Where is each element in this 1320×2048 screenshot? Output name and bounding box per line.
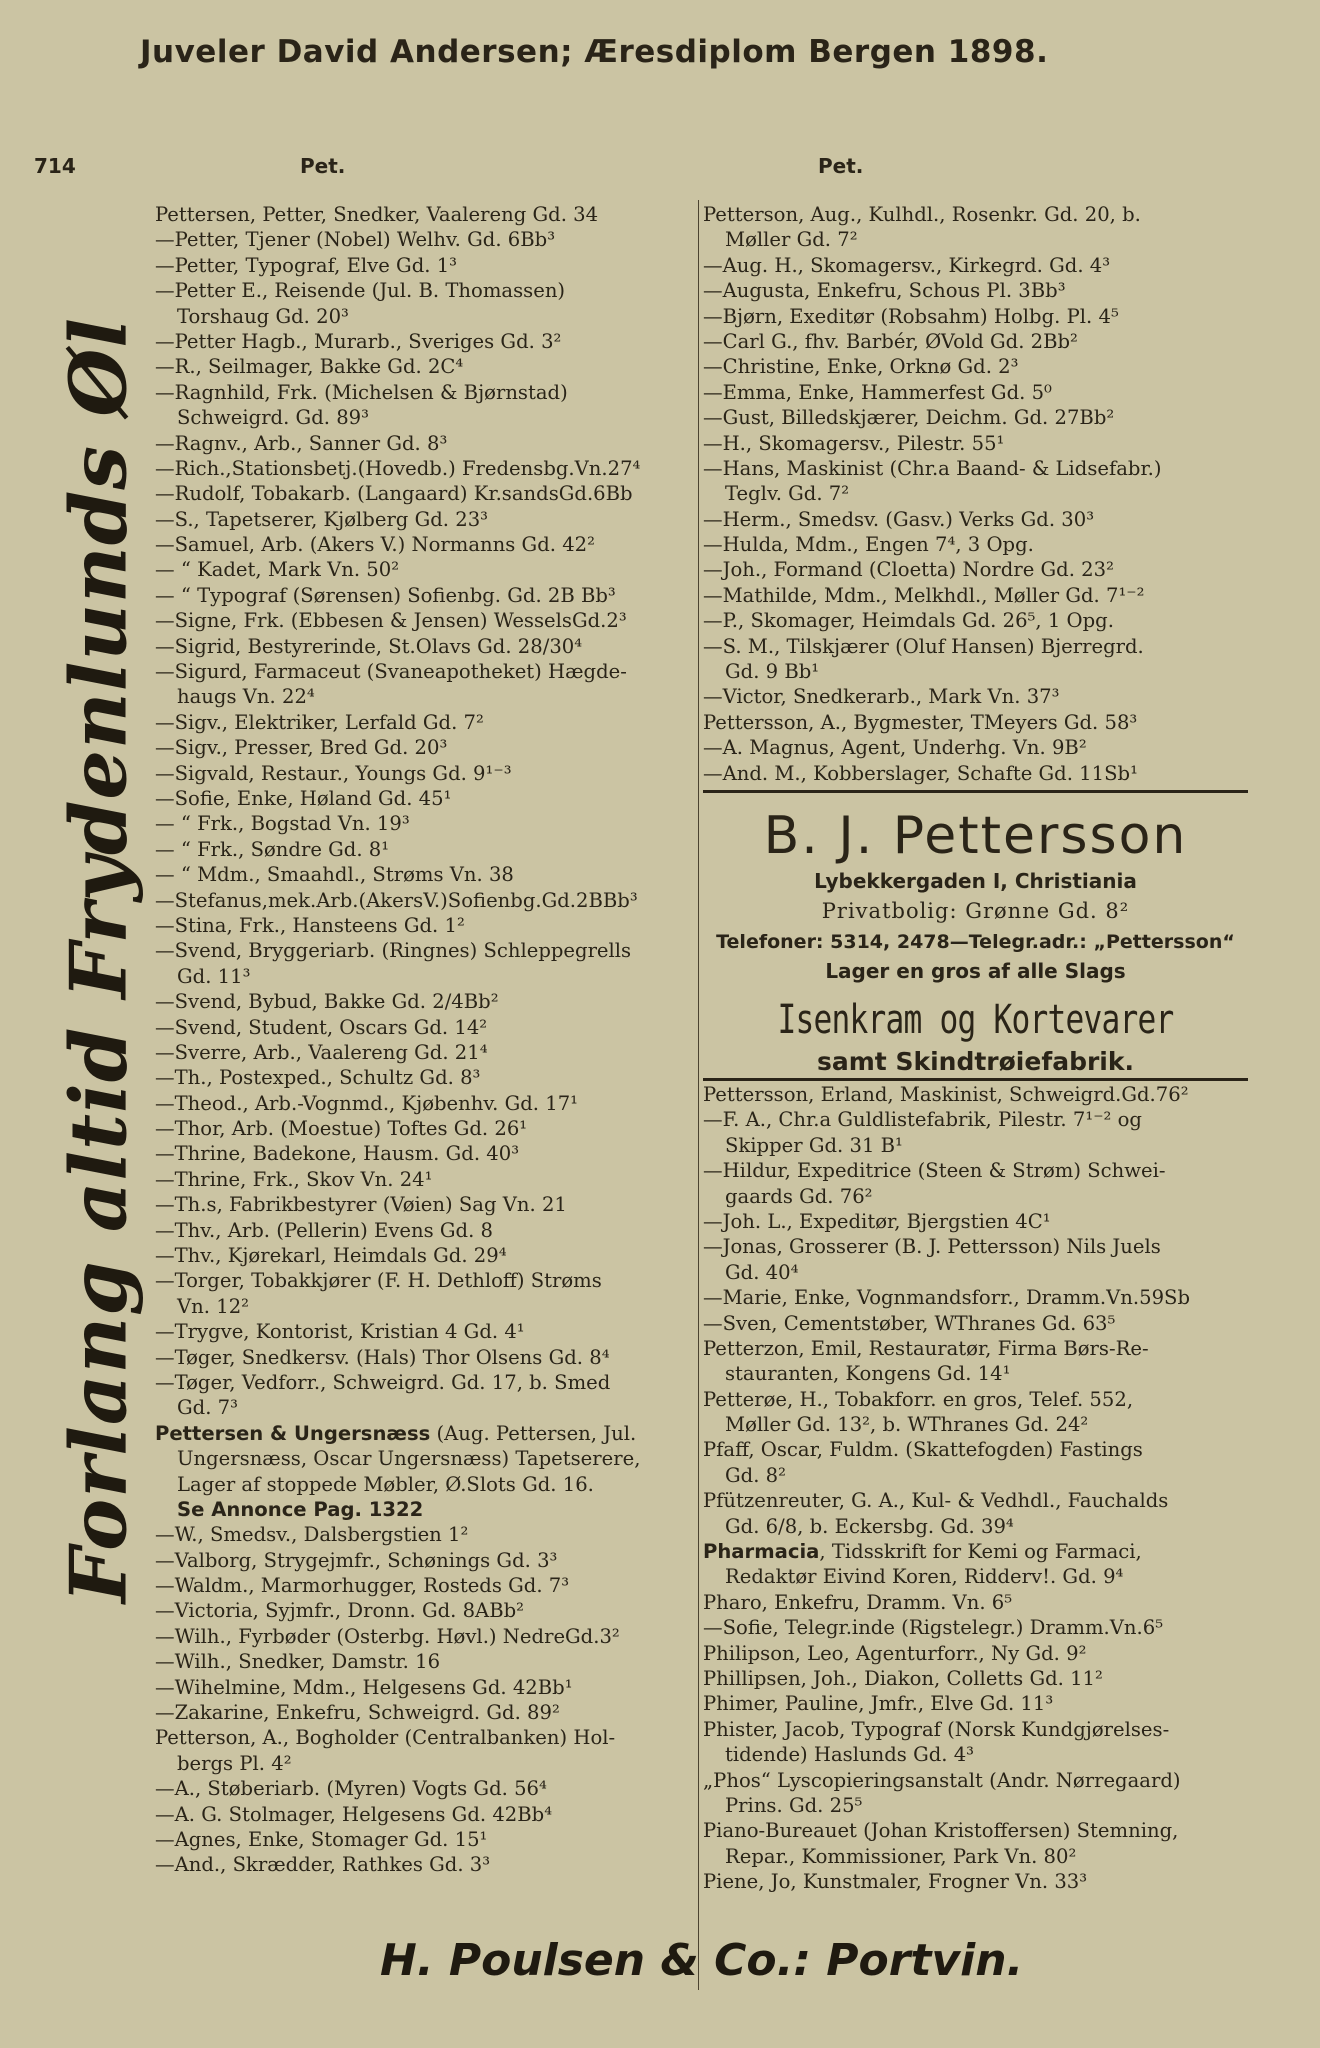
entry-text: —Samuel, Arb. (Akers V.) Normanns Gd. 42² [155, 533, 595, 557]
entry-text: —Thrine, Badekone, Hausm. Gd. 40³ [155, 1142, 520, 1166]
directory-line [703, 405, 1248, 430]
entry-text: —And., Skrædder, Rathkes Gd. 3³ [155, 1853, 491, 1877]
directory-line [155, 862, 695, 887]
entry-text: —Petter E., Reisende (Jul. B. Thomassen) [155, 279, 566, 303]
directory-line [703, 1412, 1248, 1437]
banner-diploma: Æresdiplom Bergen 1898. [584, 34, 1049, 70]
entry-text: —Sigv., Presser, Bred Gd. 20³ [155, 736, 448, 760]
directory-line [155, 1395, 695, 1420]
directory-line [703, 1768, 1248, 1793]
directory-line [703, 1539, 1248, 1564]
directory-line [155, 456, 695, 481]
entry-text: —Stina, Frk., Hansteens Gd. 1² [155, 913, 465, 937]
entry-text: —Thv., Kjørekarl, Heimdals Gd. 29⁴ [155, 1244, 507, 1268]
entry-text: —Thor, Arb. (Moestue) Toftes Gd. 26¹ [155, 1117, 528, 1141]
directory-line [155, 304, 695, 329]
entry-text: —A. G. Stolmager, Helgesens Gd. 42Bb⁴ [155, 1802, 553, 1826]
entry-text: Teglv. Gd. 7² [725, 482, 850, 506]
entry-text: Pettersen, Petter, Snedker, Vaalereng Gd. 34 [155, 203, 599, 226]
entry-text: — “ Kadet, Mark Vn. 50² [155, 558, 400, 582]
directory-line [155, 1167, 695, 1192]
directory-line [155, 786, 695, 811]
directory-line [155, 202, 695, 227]
entry-text: —Tøger, Vedforr., Schweigrd. Gd. 17, b. Smed [155, 1370, 611, 1394]
directory-line [155, 329, 695, 354]
ad-company-name: B. J. Pettersson [763, 806, 1188, 866]
entry-text: Gd. 8² [725, 1463, 786, 1487]
entry-text: —Victor, Snedkerarb., Mark Vn. 37³ [703, 685, 1060, 709]
directory-line [155, 1624, 695, 1649]
entry-text: Vn. 12² [177, 1294, 250, 1318]
directory-line [703, 1666, 1248, 1691]
entry-text: —Petter Hagb., Murarb., Sveriges Gd. 3² [155, 329, 562, 353]
entry-text: Pettersson, Erland, Maskinist, Schweigrd.Gd.76² [703, 1083, 1189, 1106]
directory-line [703, 1818, 1248, 1843]
directory-line [703, 1564, 1248, 1589]
directory-line [703, 1590, 1248, 1615]
entry-text: —Thv., Arb. (Pellerin) Evens Gd. 8 [155, 1218, 494, 1242]
directory-line [703, 481, 1248, 506]
entry-text: —Svend, Bybud, Bakke Gd. 2/4Bb² [155, 990, 499, 1014]
entry-text: gaards Gd. 76² [725, 1184, 873, 1208]
directory-line [155, 1268, 695, 1293]
directory-line [703, 583, 1248, 608]
entry-text: —Zakarine, Enkefru, Schweigrd. Gd. 89² [155, 1701, 560, 1725]
entry-text: —Sigrid, Bestyrerinde, St.Olavs Gd. 28/30⁴ [155, 634, 583, 658]
directory-line [703, 1107, 1248, 1132]
directory-line [703, 1437, 1248, 1462]
entry-text: —W., Smedsv., Dalsbergstien 1² [155, 1523, 469, 1547]
directory-line [155, 1548, 695, 1573]
entry-text: —P., Skomager, Heimdals Gd. 26⁵, 1 Opg. [703, 609, 1114, 633]
entry-text: —Torger, Tobakkjører (F. H. Dethloff) Strøms [155, 1269, 602, 1293]
directory-line [703, 1336, 1248, 1361]
entry-text: — “ Typograf (Sørensen) Sofienbg. Gd. 2B Bb³ [155, 583, 616, 607]
entry-text: —Th.s, Fabrikbestyrer (Vøien) Sag Vn. 21 [155, 1193, 567, 1217]
right-column-top [703, 202, 1248, 786]
directory-line [703, 1311, 1248, 1336]
entry-text: —Theod., Arb.-Vognmd., Kjøbenhv. Gd. 17¹ [155, 1091, 579, 1115]
directory-line [155, 608, 695, 633]
directory-line [703, 1184, 1248, 1209]
directory-line [155, 1725, 695, 1750]
directory-line [703, 1260, 1248, 1285]
entry-text: —Wilh., Snedker, Damstr. 16 [155, 1650, 441, 1674]
entry-text: Gd. 7³ [177, 1396, 238, 1420]
directory-line [155, 1015, 695, 1040]
entry-text: Schweigrd. Gd. 89³ [177, 406, 369, 430]
directory-line [155, 634, 695, 659]
directory-line [155, 1141, 695, 1166]
directory-line [703, 1082, 1248, 1107]
directory-line [155, 1421, 695, 1446]
entry-text: stauranten, Kongens Gd. 14¹ [725, 1362, 1011, 1386]
ad-address: Lybekkergaden I, Christiania [814, 869, 1137, 893]
directory-line [155, 557, 695, 582]
directory-line [155, 888, 695, 913]
entry-text: Skipper Gd. 31 B¹ [725, 1133, 903, 1157]
entry-text: —Ragnhild, Frk. (Michelsen & Bjørnstad) [155, 380, 568, 404]
directory-line [703, 684, 1248, 709]
directory-line [155, 913, 695, 938]
ad-goods: Isenkram og Kortevarer [777, 997, 1174, 1043]
directory-line [155, 1675, 695, 1700]
entry-text: Pettersson, A., Bygmester, TMeyers Gd. 58³ [703, 710, 1138, 734]
directory-line [155, 1649, 695, 1674]
directory-line [703, 761, 1248, 786]
entry-text: Pharo, Enkefru, Dramm. Vn. 6⁵ [703, 1590, 1013, 1614]
entry-text: „Phos“ Lyscopieringsanstalt (Andr. Nørregaard) [703, 1768, 1181, 1792]
entry-text: Philipson, Leo, Agenturforr., Ny Gd. 9² [703, 1641, 1087, 1665]
entry-text: Phimer, Pauline, Jmfr., Elve Gd. 11³ [703, 1692, 1054, 1716]
entry-text: Piene, Jo, Kunstmaler, Frogner Vn. 33³ [703, 1870, 1088, 1894]
ad-stock: Lager en gros af alle Slags [825, 959, 1126, 983]
directory-line [703, 710, 1248, 735]
directory-line [155, 989, 695, 1014]
page-number: 714 [34, 154, 76, 178]
directory-line [703, 1361, 1248, 1386]
directory-line [155, 1446, 695, 1471]
entry-text: —Ragnv., Arb., Sanner Gd. 8³ [155, 431, 448, 455]
entry-text: Gd. 11³ [177, 964, 251, 988]
running-head-right: Pet. [818, 154, 864, 178]
entry-text: Repar., Kommissioner, Park Vn. 80² [725, 1844, 1077, 1868]
directory-line [155, 710, 695, 735]
entry-text: Gd. 6/8, b. Eckersbg. Gd. 39⁴ [725, 1514, 1014, 1538]
directory-line [155, 735, 695, 760]
entry-text: —Sigv., Elektriker, Lerfald Gd. 7² [155, 710, 484, 734]
directory-line [703, 354, 1248, 379]
directory-line [703, 1158, 1248, 1183]
directory-line [703, 304, 1248, 329]
entry-text: —Hildur, Expeditrice (Steen & Strøm) Schwei- [703, 1159, 1166, 1183]
directory-line [155, 278, 695, 303]
directory-line [703, 1869, 1248, 1894]
directory-line [703, 278, 1248, 303]
entry-text: Ungersnæss, Oscar Ungersnæss) Tapetserere, [177, 1447, 641, 1471]
directory-line [155, 380, 695, 405]
directory-line [703, 253, 1248, 278]
entry-text: Lager af stoppede Møbler, Ø.Slots Gd. 16. [177, 1472, 594, 1496]
entry-text: —S. M., Tilskjærer (Oluf Hansen) Bjerregrd. [703, 634, 1144, 658]
entry-text: —Signe, Frk. (Ebbesen & Jensen) WesselsGd.2³ [155, 609, 627, 633]
entry-text: Torshaug Gd. 20³ [177, 304, 349, 328]
entry-text: —H., Skomagersv., Pilestr. 55¹ [703, 431, 1005, 455]
entry-text: —Rich.,Stationsbetj.(Hovedb.) Fredensbg.Vn.27⁴ [155, 456, 641, 480]
entry-text: — “ Mdm., Smaahdl., Strøms Vn. 38 [155, 863, 514, 887]
entry-text: — “ Frk., Bogstad Vn. 19³ [155, 812, 410, 836]
ad-telephone: Telefoner: 5314, 2478—Telegr.adr.: „Pettersson“ [716, 931, 1235, 953]
entry-text: —Hulda, Mdm., Engen 7⁴, 3 Opg. [703, 533, 1034, 557]
running-head-left: Pet. [300, 154, 346, 178]
directory-line [703, 1793, 1248, 1818]
entry-text: —Joh., Formand (Cloetta) Nordre Gd. 23² [703, 558, 1114, 582]
entry-text: —Trygve, Kontorist, Kristian 4 Gd. 4¹ [155, 1320, 525, 1344]
directory-line [703, 1285, 1248, 1310]
directory-line [155, 761, 695, 786]
entry-text: —Sigvald, Restaur., Youngs Gd. 9¹⁻³ [155, 761, 512, 785]
directory-line [155, 1598, 695, 1623]
directory-line [703, 557, 1248, 582]
entry-text: —Marie, Enke, Vognmandsforr., Dramm.Vn.59Sb [703, 1286, 1191, 1310]
directory-line [155, 1776, 695, 1801]
entry-text: Redaktør Eivind Koren, Ridderv!. Gd. 9⁴ [725, 1565, 1124, 1589]
entry-name: Pharmacia [703, 1540, 820, 1564]
entry-text: —Mathilde, Mdm., Melkhdl., Møller Gd. 7¹⁻² [703, 583, 1145, 607]
directory-line [155, 1065, 695, 1090]
directory-line [703, 329, 1248, 354]
directory-line [155, 1116, 695, 1141]
directory-line [155, 659, 695, 684]
directory-line [703, 532, 1248, 557]
entry-text: —Svend, Bryggeriarb. (Ringnes) Schleppegrells [155, 939, 632, 963]
entry-text: —And. M., Kobberslager, Schafte Gd. 11Sb¹ [703, 761, 1138, 785]
left-column [155, 202, 695, 1878]
directory-line [155, 253, 695, 278]
directory-line [155, 1192, 695, 1217]
entry-text: — “ Frk., Søndre Gd. 8¹ [155, 837, 390, 861]
entry-text: —Christine, Enke, Orknø Gd. 2³ [703, 355, 1019, 379]
entry-text: —A., Støberiarb. (Myren) Vogts Gd. 56⁴ [155, 1777, 547, 1801]
column-divider [698, 200, 699, 1990]
directory-line [155, 1091, 695, 1116]
entry-text: —Tøger, Snedkersv. (Hals) Thor Olsens Gd. 8⁴ [155, 1345, 610, 1369]
entry-text: —Sofie, Enke, Høland Gd. 45¹ [155, 786, 452, 810]
directory-line [155, 1040, 695, 1065]
directory-line [155, 1294, 695, 1319]
entry-text: —Th., Postexped., Schultz Gd. 8³ [155, 1066, 481, 1090]
entry-text: —Thrine, Frk., Skov Vn. 24¹ [155, 1167, 433, 1191]
directory-line [703, 735, 1248, 760]
entry-text: tidende) Haslunds Gd. 4³ [725, 1743, 975, 1767]
directory-line [703, 1844, 1248, 1869]
entry-text: Petterzon, Emil, Restauratør, Firma Børs-Re- [703, 1336, 1149, 1360]
entry-text: —S., Tapetserer, Kjølberg Gd. 23³ [155, 507, 489, 531]
entry-text: —R., Seilmager, Bakke Gd. 2C⁴ [155, 355, 464, 379]
directory-line [155, 938, 695, 963]
directory-line [155, 1827, 695, 1852]
entry-text: —Sven, Cementstøber, WThranes Gd. 63⁵ [703, 1311, 1116, 1335]
entry-text: —Waldm., Marmorhugger, Rosteds Gd. 7³ [155, 1574, 570, 1598]
directory-line [703, 1615, 1248, 1640]
entry-text: —Rudolf, Tobakarb. (Langaard) Kr.sandsGd.6Bb [155, 482, 633, 506]
directory-line [155, 1472, 695, 1497]
entry-text: —Bjørn, Exeditør (Robsahm) Holbg. Pl. 4⁵ [703, 304, 1119, 328]
directory-line [703, 1641, 1248, 1666]
entry-text: —Svend, Student, Oscars Gd. 14² [155, 1015, 488, 1039]
side-advertisement-text: Forlang altid Frydenlunds Øl [53, 317, 145, 1603]
directory-line [703, 1463, 1248, 1488]
entry-text: —Augusta, Enkefru, Schous Pl. 3Bb³ [703, 279, 1066, 303]
entry-text: —Jonas, Grosserer (B. J. Pettersson) Nils Juels [703, 1235, 1161, 1259]
directory-line [703, 431, 1248, 456]
entry-text: Møller Gd. 13², b. WThranes Gd. 24² [725, 1413, 1089, 1437]
directory-line [703, 380, 1248, 405]
directory-line [155, 837, 695, 862]
directory-line [155, 431, 695, 456]
entry-text: Møller Gd. 7² [725, 228, 858, 252]
ad-also: samt Skindtrøiefabrik. [817, 1047, 1134, 1076]
directory-line [155, 354, 695, 379]
ad-private-address: Privatbolig: Grønne Gd. 8² [821, 899, 1130, 923]
directory-line [703, 1209, 1248, 1234]
directory-line [703, 634, 1248, 659]
entry-text: Piano-Bureauet (Johan Kristoffersen) Stemning, [703, 1819, 1179, 1843]
entry-text: —Sofie, Telegr.inde (Rigstelegr.) Dramm.Vn.6⁵ [703, 1616, 1164, 1640]
entry-text: Pfützenreuter, G. A., Kul- & Vedhdl., Fauchalds [703, 1489, 1169, 1513]
directory-line [155, 1573, 695, 1598]
directory-line [703, 1691, 1248, 1716]
directory-line [155, 1700, 695, 1725]
entry-text: Gd. 40⁴ [725, 1260, 799, 1284]
directory-line [703, 1488, 1248, 1513]
entry-text: , Tidsskrift for Kemi og Farmaci, [819, 1540, 1142, 1564]
directory-line [155, 811, 695, 836]
directory-line [155, 964, 695, 989]
entry-text: Gd. 9 Bb¹ [725, 660, 820, 684]
directory-line [155, 1345, 695, 1370]
entry-text: Phillipsen, Joh., Diakon, Colletts Gd. 11² [703, 1666, 1103, 1690]
directory-line [703, 1717, 1248, 1742]
directory-line [155, 1370, 695, 1395]
directory-line [703, 1514, 1248, 1539]
directory-line [155, 1522, 695, 1547]
directory-line [155, 1218, 695, 1243]
banner-jeweler: Juveler David Andersen; [140, 34, 574, 70]
entry-text: —Sverre, Arb., Vaalereng Gd. 21⁴ [155, 1040, 488, 1064]
entry-text: —Agnes, Enke, Stomager Gd. 15¹ [155, 1828, 488, 1851]
entry-text: Petterøe, H., Tobakforr. en gros, Telef. 552, [703, 1387, 1134, 1411]
entry-text: —Carl G., fhv. Barbér, ØVold Gd. 2Bb² [703, 329, 1078, 353]
directory-line [703, 1742, 1248, 1767]
side-advertisement [44, 317, 154, 1603]
entry-text: —Petter, Typograf, Elve Gd. 1³ [155, 253, 458, 277]
entry-text: bergs Pl. 4² [177, 1751, 292, 1775]
directory-line [155, 507, 695, 532]
directory-line [155, 405, 695, 430]
right-column-bottom [703, 1082, 1248, 1895]
directory-line [703, 1133, 1248, 1158]
directory-line [703, 227, 1248, 252]
entry-name: Pettersen & Ungersnæss [155, 1421, 431, 1445]
directory-line [155, 583, 695, 608]
directory-line [155, 227, 695, 252]
pettersson-advertisement [703, 790, 1248, 1081]
directory-line [155, 1319, 695, 1344]
entry-text: —Emma, Enke, Hammerfest Gd. 5⁰ [703, 380, 1052, 404]
entry-text: Prins. Gd. 25⁵ [725, 1793, 863, 1817]
entry-text: —Petter, Tjener (Nobel) Welhv. Gd. 6Bb³ [155, 228, 556, 252]
running-head [0, 92, 1130, 178]
directory-line [703, 507, 1248, 532]
entry-text: —Valborg, Strygejmfr., Schønings Gd. 3³ [155, 1548, 558, 1572]
directory-line [703, 608, 1248, 633]
entry-text: —Wihelmine, Mdm., Helgesens Gd. 42Bb¹ [155, 1675, 573, 1699]
entry-text: —Wilh., Fyrbøder (Osterbg. Høvl.) NedreGd.3² [155, 1624, 620, 1648]
entry-text: —Aug. H., Skomagersv., Kirkegrd. Gd. 4³ [703, 253, 1111, 277]
entry-text: (Aug. Pettersen, Jul. [430, 1421, 637, 1445]
entry-text: —Sigurd, Farmaceut (Svaneapotheket) Hægde- [155, 660, 627, 684]
bottom-banner: H. Poulsen & Co.: Portvin. [380, 1935, 1024, 1986]
directory-line [155, 1497, 695, 1522]
entry-text: haugs Vn. 22⁴ [177, 685, 315, 709]
entry-text: —Stefanus,mek.Arb.(AkersV.)Sofienbg.Gd.2BBb³ [155, 888, 638, 912]
entry-text: —Victoria, Syjmfr., Dronn. Gd. 8ABb² [155, 1599, 525, 1623]
entry-text: —Joh. L., Expeditør, Bjergstien 4C¹ [703, 1209, 1051, 1233]
directory-line [703, 1234, 1248, 1259]
directory-line [155, 1243, 695, 1268]
directory-line [703, 659, 1248, 684]
entry-text: Se Annonce Pag. 1322 [177, 1497, 424, 1521]
directory-line [155, 1802, 695, 1827]
directory-line [155, 481, 695, 506]
directory-line [155, 532, 695, 557]
directory-line [155, 1852, 695, 1877]
entry-text: —F. A., Chr.a Guldlistefabrik, Pilestr. 7¹⁻² og [703, 1108, 1142, 1132]
directory-line [155, 684, 695, 709]
top-banner [140, 34, 1140, 84]
entry-text: Petterson, Aug., Kulhdl., Rosenkr. Gd. 20, b. [703, 203, 1141, 226]
entry-text: Phister, Jacob, Typograf (Norsk Kundgjørelses- [703, 1717, 1170, 1741]
entry-text: Pfaff, Oscar, Fuldm. (Skattefogden) Fastings [703, 1438, 1143, 1462]
entry-text: Petterson, A., Bogholder (Centralbanken) Hol- [155, 1726, 616, 1750]
directory-line [703, 202, 1248, 227]
directory-line [703, 456, 1248, 481]
entry-text: —A. Magnus, Agent, Underhg. Vn. 9B² [703, 736, 1087, 760]
directory-line [703, 1387, 1248, 1412]
entry-text: —Hans, Maskinist (Chr.a Baand- & Lidsefabr.) [703, 456, 1162, 480]
directory-line [155, 1751, 695, 1776]
entry-text: —Herm., Smedsv. (Gasv.) Verks Gd. 30³ [703, 507, 1095, 531]
entry-text: —Gust, Billedskjærer, Deichm. Gd. 27Bb² [703, 406, 1115, 430]
